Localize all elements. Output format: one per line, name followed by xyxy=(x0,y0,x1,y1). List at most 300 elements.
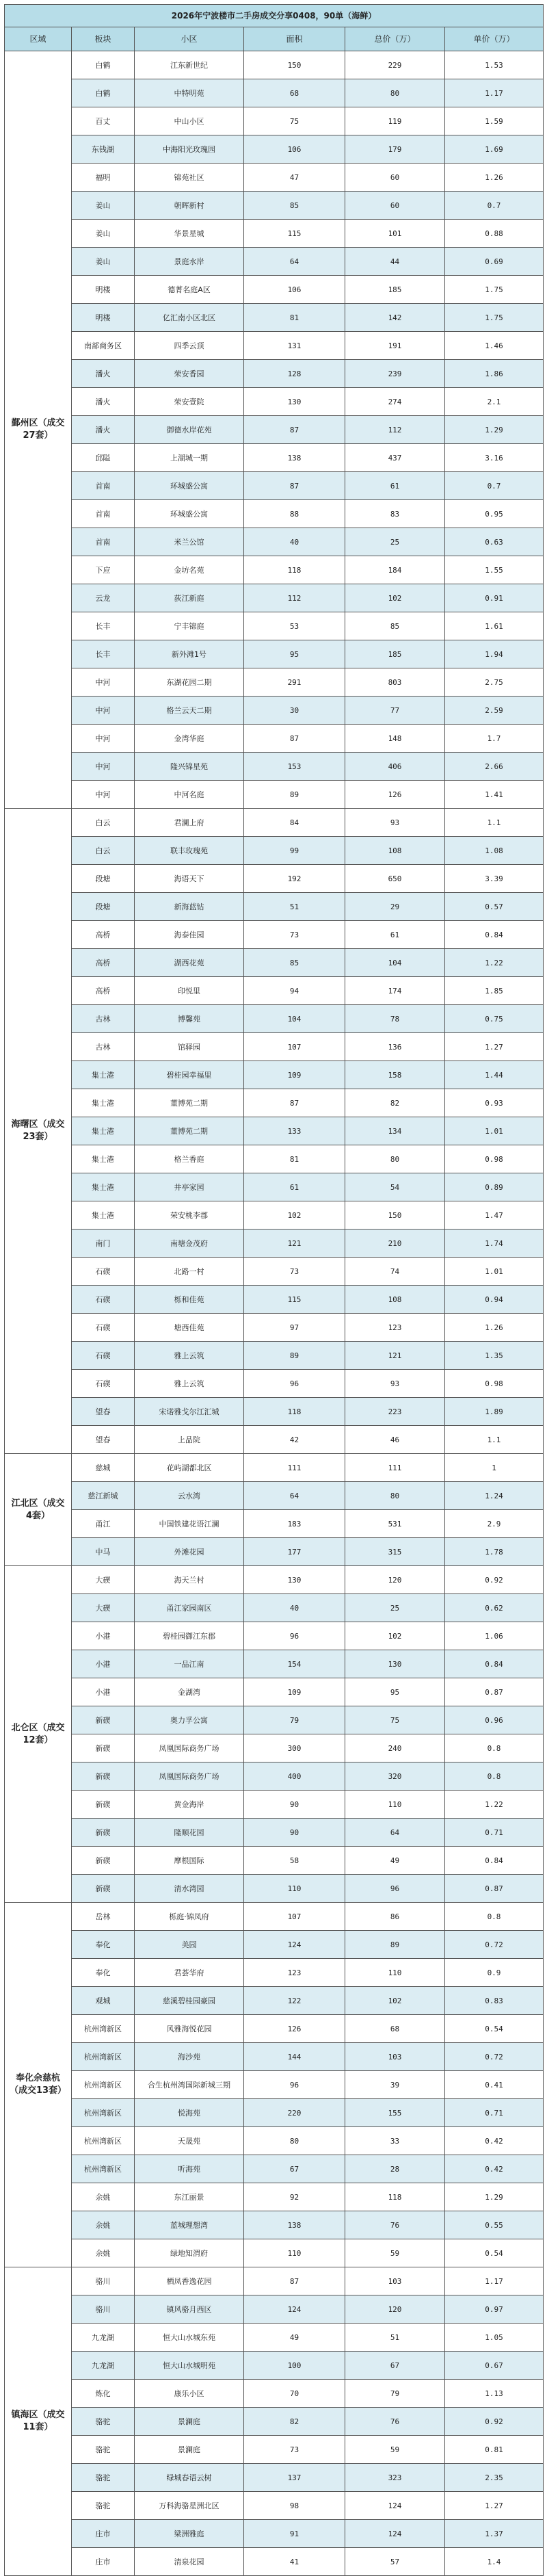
table-row xyxy=(5,1622,544,1650)
unit-price-cell: 0.55 xyxy=(445,2211,544,2239)
size-cell: 177 xyxy=(244,1538,345,1566)
total-price-cell: 323 xyxy=(345,2464,445,2492)
total-price-cell: 78 xyxy=(345,1005,445,1033)
total-price-cell: 103 xyxy=(345,2043,445,2071)
unit-price-cell: 1.75 xyxy=(445,304,544,332)
total-price-cell: 60 xyxy=(345,164,445,192)
area-cell: 中河 xyxy=(72,668,135,697)
table-row xyxy=(5,2492,544,2520)
area-cell: 慈城 xyxy=(72,1454,135,1482)
table-row xyxy=(5,248,544,276)
size-cell: 154 xyxy=(244,1650,345,1678)
area-cell: 骆驼 xyxy=(72,2408,135,2436)
district-cell: 奉化余慈杭（成交13套） xyxy=(5,1903,72,2267)
community-cell: 美园 xyxy=(135,1931,244,1959)
total-price-cell: 49 xyxy=(345,1847,445,1875)
unit-price-cell: 1.44 xyxy=(445,1061,544,1089)
community-cell: 悦海苑 xyxy=(135,2099,244,2127)
community-cell: 镇风骆月西区 xyxy=(135,2295,244,2324)
table-row xyxy=(5,1173,544,1201)
unit-price-cell: 0.95 xyxy=(445,500,544,528)
table-row xyxy=(5,2324,544,2352)
size-cell: 81 xyxy=(244,304,345,332)
size-cell: 92 xyxy=(244,2183,345,2211)
total-price-cell: 59 xyxy=(345,2239,445,2267)
total-price-cell: 93 xyxy=(345,1370,445,1398)
area-cell: 云龙 xyxy=(72,584,135,612)
area-cell: 望春 xyxy=(72,1398,135,1426)
unit-price-cell: 1.17 xyxy=(445,2267,544,2295)
area-cell: 集士港 xyxy=(72,1061,135,1089)
col-header-size: 面积 xyxy=(244,27,345,51)
total-price-cell: 80 xyxy=(345,79,445,107)
area-cell: 骆川 xyxy=(72,2267,135,2295)
unit-price-cell: 0.98 xyxy=(445,1370,544,1398)
size-cell: 87 xyxy=(244,2267,345,2295)
unit-price-cell: 0.84 xyxy=(445,1847,544,1875)
table-row xyxy=(5,1847,544,1875)
unit-price-cell: 0.84 xyxy=(445,921,544,949)
area-cell: 骆驼 xyxy=(72,2464,135,2492)
area-cell: 杭州湾新区 xyxy=(72,2015,135,2043)
table-row xyxy=(5,1482,544,1510)
total-price-cell: 239 xyxy=(345,360,445,388)
total-price-cell: 77 xyxy=(345,697,445,725)
community-cell: 格兰云天二期 xyxy=(135,697,244,725)
total-price-cell: 80 xyxy=(345,1145,445,1173)
community-cell: 东湖花园二期 xyxy=(135,668,244,697)
area-cell: 奉化 xyxy=(72,1959,135,1987)
col-header-area: 板块 xyxy=(72,27,135,51)
unit-price-cell: 0.8 xyxy=(445,1903,544,1931)
area-cell: 庄市 xyxy=(72,2548,135,2576)
area-cell: 古林 xyxy=(72,1033,135,1061)
community-cell: 绿城春语云树 xyxy=(135,2464,244,2492)
area-cell: 杭州湾新区 xyxy=(72,2099,135,2127)
size-cell: 144 xyxy=(244,2043,345,2071)
area-cell: 姜山 xyxy=(72,220,135,248)
unit-price-cell: 0.42 xyxy=(445,2127,544,2155)
unit-price-cell: 2.9 xyxy=(445,1510,544,1538)
unit-price-cell: 1.24 xyxy=(445,1482,544,1510)
unit-price-cell: 0.91 xyxy=(445,584,544,612)
unit-price-cell: 0.57 xyxy=(445,893,544,921)
unit-price-cell: 3.16 xyxy=(445,444,544,472)
community-cell: 中国铁建花语江澜 xyxy=(135,1510,244,1538)
unit-price-cell: 1.7 xyxy=(445,725,544,753)
community-cell: 云水湾 xyxy=(135,1482,244,1510)
size-cell: 81 xyxy=(244,1145,345,1173)
size-cell: 106 xyxy=(244,276,345,304)
community-cell: 碧桂园御江东郡 xyxy=(135,1622,244,1650)
total-price-cell: 82 xyxy=(345,1089,445,1117)
total-price-cell: 118 xyxy=(345,2183,445,2211)
size-cell: 130 xyxy=(244,1566,345,1594)
area-cell: 潘火 xyxy=(72,360,135,388)
size-cell: 400 xyxy=(244,1762,345,1791)
community-cell: 蓝城理想湾 xyxy=(135,2211,244,2239)
unit-price-cell: 0.89 xyxy=(445,1173,544,1201)
total-price-cell: 25 xyxy=(345,1594,445,1622)
size-cell: 53 xyxy=(244,612,345,640)
unit-price-cell: 0.54 xyxy=(445,2015,544,2043)
size-cell: 97 xyxy=(244,1314,345,1342)
total-price-cell: 102 xyxy=(345,1622,445,1650)
table-row xyxy=(5,1959,544,1987)
community-cell: 荣安壹院 xyxy=(135,388,244,416)
unit-price-cell: 2.75 xyxy=(445,668,544,697)
table-row xyxy=(5,416,544,444)
area-cell: 首南 xyxy=(72,528,135,556)
table-row xyxy=(5,276,544,304)
total-price-cell: 803 xyxy=(345,668,445,697)
size-cell: 98 xyxy=(244,2492,345,2520)
table-row xyxy=(5,697,544,725)
size-cell: 73 xyxy=(244,2436,345,2464)
community-cell: 新海蓝钻 xyxy=(135,893,244,921)
community-cell: 四季云顶 xyxy=(135,332,244,360)
area-cell: 杭州湾新区 xyxy=(72,2155,135,2183)
col-header-district: 区域 xyxy=(5,27,72,51)
total-price-cell: 29 xyxy=(345,893,445,921)
unit-price-cell: 0.72 xyxy=(445,2043,544,2071)
unit-price-cell: 1.06 xyxy=(445,1622,544,1650)
community-cell: 金湖湾 xyxy=(135,1678,244,1706)
size-cell: 183 xyxy=(244,1510,345,1538)
unit-price-cell: 1.1 xyxy=(445,1426,544,1454)
community-cell: 花屿湖都北区 xyxy=(135,1454,244,1482)
table-row xyxy=(5,1398,544,1426)
area-cell: 高桥 xyxy=(72,921,135,949)
area-cell: 段塘 xyxy=(72,865,135,893)
total-price-cell: 142 xyxy=(345,304,445,332)
total-price-cell: 95 xyxy=(345,1678,445,1706)
table-row xyxy=(5,1370,544,1398)
unit-price-cell: 1.85 xyxy=(445,977,544,1005)
col-header-total-price: 总价（万） xyxy=(345,27,445,51)
unit-price-cell: 1.13 xyxy=(445,2380,544,2408)
area-cell: 石碶 xyxy=(72,1342,135,1370)
area-cell: 中河 xyxy=(72,781,135,809)
total-price-cell: 315 xyxy=(345,1538,445,1566)
community-cell: 一品江南 xyxy=(135,1650,244,1678)
table-row xyxy=(5,528,544,556)
table-row xyxy=(5,556,544,584)
table-row xyxy=(5,1931,544,1959)
size-cell: 109 xyxy=(244,1678,345,1706)
size-cell: 88 xyxy=(244,500,345,528)
total-price-cell: 191 xyxy=(345,332,445,360)
total-price-cell: 134 xyxy=(345,1117,445,1145)
community-cell: 董博苑二期 xyxy=(135,1117,244,1145)
community-cell: 金坊名苑 xyxy=(135,556,244,584)
unit-price-cell: 1.37 xyxy=(445,2520,544,2548)
area-cell: 潘火 xyxy=(72,388,135,416)
area-cell: 长丰 xyxy=(72,640,135,668)
community-cell: 井亭家园 xyxy=(135,1173,244,1201)
area-cell: 杭州湾新区 xyxy=(72,2071,135,2099)
area-cell: 大碶 xyxy=(72,1566,135,1594)
unit-price-cell: 1.47 xyxy=(445,1201,544,1230)
total-price-cell: 68 xyxy=(345,2015,445,2043)
table-body xyxy=(5,51,544,2576)
table-title: 2026年宁波楼市二手房成交分享0408，90单（海鲜） xyxy=(5,5,544,27)
total-price-cell: 108 xyxy=(345,1286,445,1314)
table-row xyxy=(5,977,544,1005)
community-cell: 金湾华庭 xyxy=(135,725,244,753)
table-row xyxy=(5,1903,544,1931)
unit-price-cell: 1.27 xyxy=(445,2492,544,2520)
size-cell: 220 xyxy=(244,2099,345,2127)
total-price-cell: 120 xyxy=(345,2295,445,2324)
table-row xyxy=(5,1987,544,2015)
area-cell: 小港 xyxy=(72,1622,135,1650)
community-cell: 荣安桃李郡 xyxy=(135,1201,244,1230)
area-cell: 小港 xyxy=(72,1678,135,1706)
unit-price-cell: 1.59 xyxy=(445,107,544,135)
size-cell: 102 xyxy=(244,1201,345,1230)
community-cell: 环城盛公寓 xyxy=(135,500,244,528)
table-row xyxy=(5,1734,544,1762)
total-price-cell: 85 xyxy=(345,612,445,640)
area-cell: 奉化 xyxy=(72,1931,135,1959)
size-cell: 104 xyxy=(244,1005,345,1033)
size-cell: 90 xyxy=(244,1791,345,1819)
unit-price-cell: 0.88 xyxy=(445,220,544,248)
table-row xyxy=(5,2127,544,2155)
total-price-cell: 124 xyxy=(345,2492,445,2520)
area-cell: 中河 xyxy=(72,697,135,725)
size-cell: 64 xyxy=(244,248,345,276)
size-cell: 96 xyxy=(244,2071,345,2099)
unit-price-cell: 1.89 xyxy=(445,1398,544,1426)
size-cell: 100 xyxy=(244,2352,345,2380)
table-row xyxy=(5,1258,544,1286)
community-cell: 联丰玫瑰苑 xyxy=(135,837,244,865)
community-cell: 景澜庭 xyxy=(135,2408,244,2436)
table-row xyxy=(5,1426,544,1454)
unit-price-cell: 2.1 xyxy=(445,388,544,416)
district-cell: 海曙区（成交23套） xyxy=(5,809,72,1454)
total-price-cell: 83 xyxy=(345,500,445,528)
size-cell: 112 xyxy=(244,584,345,612)
total-price-cell: 44 xyxy=(345,248,445,276)
size-cell: 124 xyxy=(244,1931,345,1959)
total-price-cell: 46 xyxy=(345,1426,445,1454)
size-cell: 87 xyxy=(244,725,345,753)
community-cell: 东江丽景 xyxy=(135,2183,244,2211)
total-price-cell: 179 xyxy=(345,135,445,164)
table-row xyxy=(5,2380,544,2408)
total-price-cell: 25 xyxy=(345,528,445,556)
community-cell: 恒大山水城明苑 xyxy=(135,2352,244,2380)
community-cell: 朝晖新村 xyxy=(135,192,244,220)
table-row xyxy=(5,1089,544,1117)
size-cell: 87 xyxy=(244,1089,345,1117)
total-price-cell: 240 xyxy=(345,1734,445,1762)
size-cell: 128 xyxy=(244,360,345,388)
unit-price-cell: 0.97 xyxy=(445,2295,544,2324)
table-row xyxy=(5,1819,544,1847)
unit-price-cell: 1.55 xyxy=(445,556,544,584)
total-price-cell: 320 xyxy=(345,1762,445,1791)
table-row xyxy=(5,1201,544,1230)
area-cell: 集士港 xyxy=(72,1089,135,1117)
table-row xyxy=(5,164,544,192)
table-row xyxy=(5,2211,544,2239)
size-cell: 47 xyxy=(244,164,345,192)
community-cell: 碧桂园幸福里 xyxy=(135,1061,244,1089)
unit-price-cell: 0.9 xyxy=(445,1959,544,1987)
total-price-cell: 75 xyxy=(345,1706,445,1734)
total-price-cell: 79 xyxy=(345,2380,445,2408)
total-price-cell: 80 xyxy=(345,1482,445,1510)
community-cell: 米兰公馆 xyxy=(135,528,244,556)
unit-price-cell: 0.71 xyxy=(445,1819,544,1847)
size-cell: 96 xyxy=(244,1370,345,1398)
unit-price-cell: 0.54 xyxy=(445,2239,544,2267)
size-cell: 115 xyxy=(244,220,345,248)
community-cell: 上湖城一期 xyxy=(135,444,244,472)
table-row xyxy=(5,2043,544,2071)
size-cell: 133 xyxy=(244,1117,345,1145)
community-cell: 奥力孚公寓 xyxy=(135,1706,244,1734)
unit-price-cell: 2.66 xyxy=(445,753,544,781)
total-price-cell: 155 xyxy=(345,2099,445,2127)
unit-price-cell: 1.35 xyxy=(445,1342,544,1370)
total-price-cell: 406 xyxy=(345,753,445,781)
table-row xyxy=(5,1061,544,1089)
col-header-unit-price: 单价（万） xyxy=(445,27,544,51)
area-cell: 小港 xyxy=(72,1650,135,1678)
area-cell: 余姚 xyxy=(72,2183,135,2211)
table-row xyxy=(5,1566,544,1594)
area-cell: 潘火 xyxy=(72,416,135,444)
community-cell: 雅上云筑 xyxy=(135,1342,244,1370)
community-cell: 绿地知渭府 xyxy=(135,2239,244,2267)
total-price-cell: 121 xyxy=(345,1342,445,1370)
col-header-community: 小区 xyxy=(135,27,244,51)
unit-price-cell: 0.75 xyxy=(445,1005,544,1033)
area-cell: 白鹤 xyxy=(72,51,135,79)
table-row xyxy=(5,360,544,388)
community-cell: 梁洲雅庭 xyxy=(135,2520,244,2548)
unit-price-cell: 0.69 xyxy=(445,248,544,276)
area-cell: 中河 xyxy=(72,725,135,753)
size-cell: 123 xyxy=(244,1959,345,1987)
table-row xyxy=(5,2295,544,2324)
community-cell: 栎庭·锦凤府 xyxy=(135,1903,244,1931)
community-cell: 华景星城 xyxy=(135,220,244,248)
table-row xyxy=(5,1454,544,1482)
community-cell: 印悦里 xyxy=(135,977,244,1005)
unit-price-cell: 0.72 xyxy=(445,1931,544,1959)
size-cell: 75 xyxy=(244,107,345,135)
table-row xyxy=(5,781,544,809)
community-cell: 博馨苑 xyxy=(135,1005,244,1033)
table-row xyxy=(5,332,544,360)
table-row xyxy=(5,584,544,612)
unit-price-cell: 1.29 xyxy=(445,2183,544,2211)
community-cell: 宁丰锦庭 xyxy=(135,612,244,640)
community-cell: 馆驿园 xyxy=(135,1033,244,1061)
size-cell: 64 xyxy=(244,1482,345,1510)
area-cell: 下应 xyxy=(72,556,135,584)
unit-price-cell: 0.41 xyxy=(445,2071,544,2099)
community-cell: 江东新世纪 xyxy=(135,51,244,79)
total-price-cell: 64 xyxy=(345,1819,445,1847)
community-cell: 凤凰国际商务广场 xyxy=(135,1734,244,1762)
size-cell: 68 xyxy=(244,79,345,107)
community-cell: 恒大山水城东苑 xyxy=(135,2324,244,2352)
unit-price-cell: 1.1 xyxy=(445,809,544,837)
community-cell: 风雅海悦花园 xyxy=(135,2015,244,2043)
area-cell: 高桥 xyxy=(72,949,135,977)
area-cell: 新碶 xyxy=(72,1734,135,1762)
area-cell: 新碶 xyxy=(72,1847,135,1875)
size-cell: 87 xyxy=(244,416,345,444)
table-row xyxy=(5,2408,544,2436)
table-row xyxy=(5,612,544,640)
unit-price-cell: 0.63 xyxy=(445,528,544,556)
unit-price-cell: 0.87 xyxy=(445,1678,544,1706)
table-row xyxy=(5,388,544,416)
size-cell: 300 xyxy=(244,1734,345,1762)
district-cell: 北仑区（成交12套） xyxy=(5,1566,72,1903)
community-cell: 宋诺雅戈尔江汇城 xyxy=(135,1398,244,1426)
community-cell: 格兰香庭 xyxy=(135,1145,244,1173)
area-cell: 白鹤 xyxy=(72,79,135,107)
community-cell: 中海阳光玫瑰园 xyxy=(135,135,244,164)
area-cell: 古林 xyxy=(72,1005,135,1033)
total-price-cell: 104 xyxy=(345,949,445,977)
area-cell: 集士港 xyxy=(72,1145,135,1173)
size-cell: 91 xyxy=(244,2520,345,2548)
community-cell: 海天兰村 xyxy=(135,1566,244,1594)
total-price-cell: 136 xyxy=(345,1033,445,1061)
transaction-table xyxy=(4,4,544,2576)
size-cell: 107 xyxy=(244,1903,345,1931)
area-cell: 集士港 xyxy=(72,1173,135,1201)
size-cell: 150 xyxy=(244,51,345,79)
area-cell: 集士港 xyxy=(72,1117,135,1145)
area-cell: 白云 xyxy=(72,809,135,837)
table-row xyxy=(5,1145,544,1173)
district-cell: 鄞州区（成交27套） xyxy=(5,51,72,809)
size-cell: 110 xyxy=(244,1875,345,1903)
unit-price-cell: 1.26 xyxy=(445,164,544,192)
size-cell: 122 xyxy=(244,1987,345,2015)
area-cell: 望春 xyxy=(72,1426,135,1454)
total-price-cell: 184 xyxy=(345,556,445,584)
community-cell: 摩根国际 xyxy=(135,1847,244,1875)
size-cell: 89 xyxy=(244,781,345,809)
community-cell: 栖凤香逸花园 xyxy=(135,2267,244,2295)
size-cell: 70 xyxy=(244,2380,345,2408)
community-cell: 隆兴锦星苑 xyxy=(135,753,244,781)
unit-price-cell: 0.67 xyxy=(445,2352,544,2380)
unit-price-cell: 0.92 xyxy=(445,2408,544,2436)
area-cell: 新碶 xyxy=(72,1762,135,1791)
community-cell: 海沙苑 xyxy=(135,2043,244,2071)
table-row xyxy=(5,1706,544,1734)
table-row xyxy=(5,1678,544,1706)
area-cell: 观城 xyxy=(72,1987,135,2015)
area-cell: 新碶 xyxy=(72,1875,135,1903)
unit-price-cell: 1.22 xyxy=(445,949,544,977)
total-price-cell: 51 xyxy=(345,2324,445,2352)
area-cell: 骆川 xyxy=(72,2295,135,2324)
